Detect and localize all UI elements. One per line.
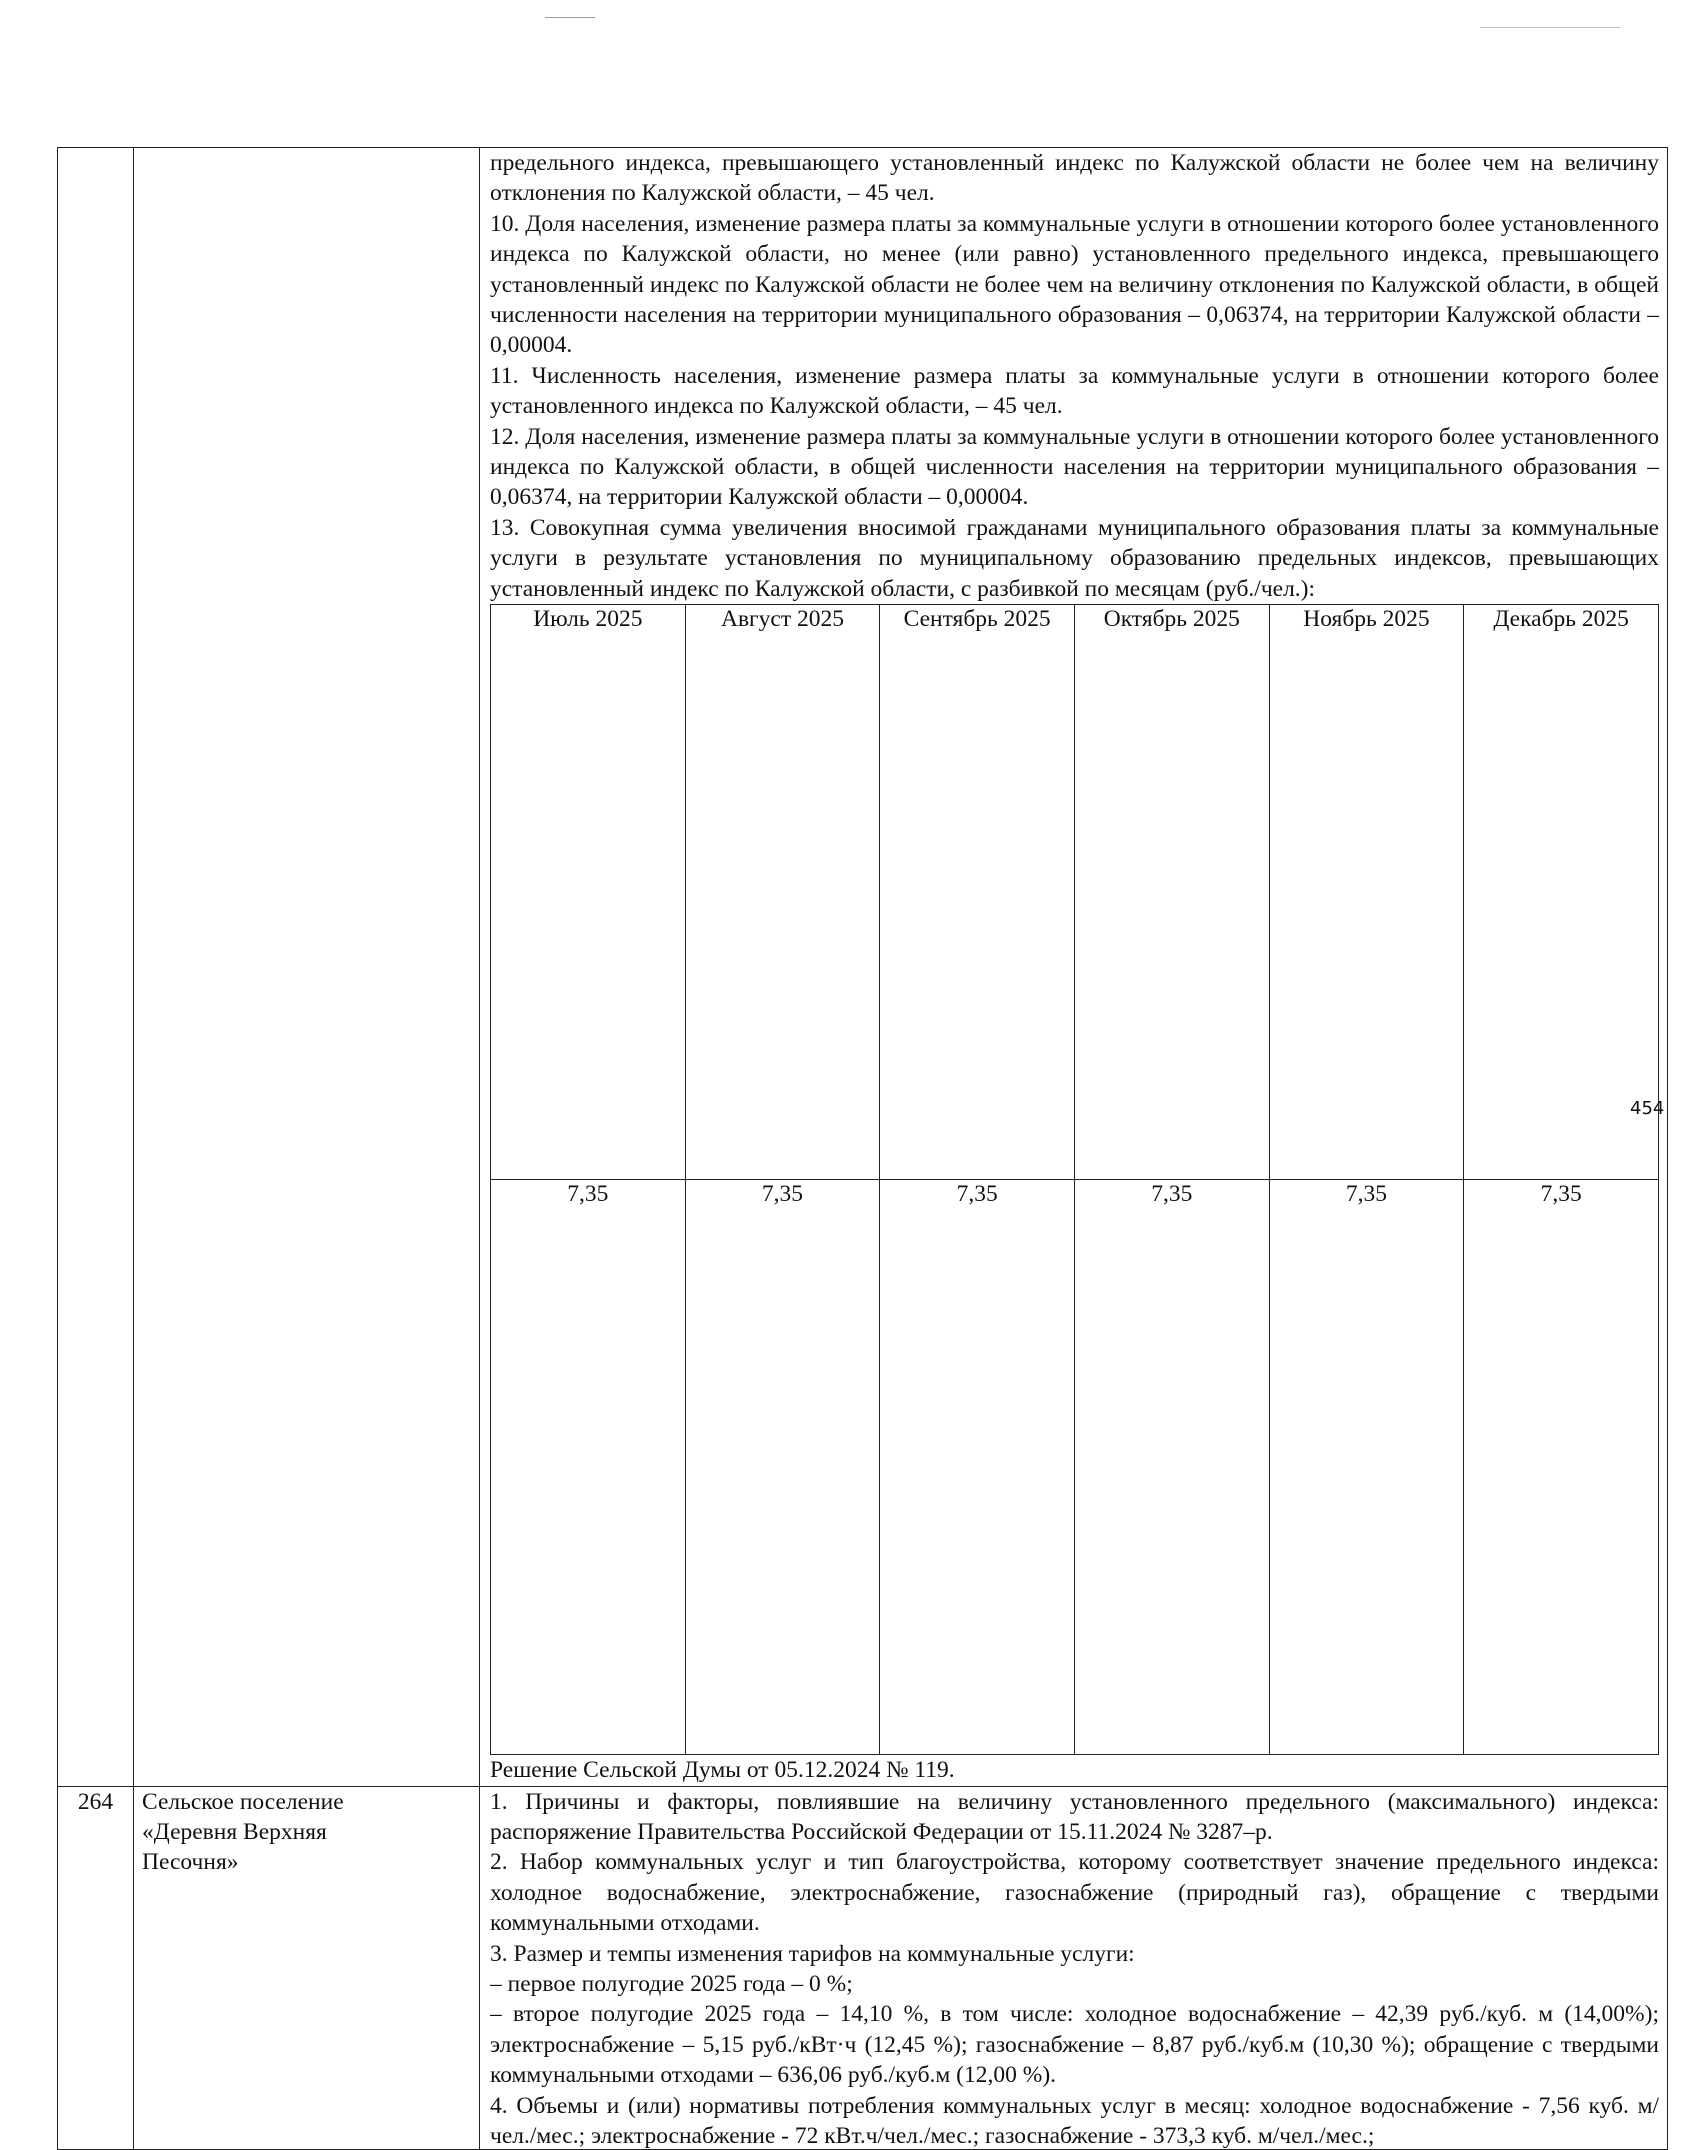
description-clip bbox=[490, 1787, 1659, 2149]
paragraph: 4. Объемы и (или) нормативы потребления коммунальных услуг в месяц: холодное водоснабжение - 7,56 куб. м/чел./мес.; электроснабжение - 72 кВт.ч/чел./мес.; газоснабжение - 373,3 куб. м/чел./мес.; bbox=[490, 2092, 1659, 2149]
paragraph: 2. Набор коммунальных услуг и тип благоустройства, которому соответствует значение предельного индекса: холодное водоснабжение, электроснабжение, газоснабжение (природный газ), обращение с твердыми коммунальными отходами. bbox=[490, 1849, 1659, 1937]
municipality-name-line: «Деревня Верхняя bbox=[142, 1818, 327, 1845]
row-number-cell-empty bbox=[58, 148, 134, 1787]
month-value: 7,35 bbox=[1074, 1180, 1269, 1755]
municipality-name-cell bbox=[134, 1786, 480, 2149]
month-value: 7,35 bbox=[1464, 1180, 1659, 1755]
month-value: 7,35 bbox=[880, 1180, 1075, 1755]
month-header: Ноябрь 2025 bbox=[1269, 605, 1464, 1180]
paragraph: 1. Причины и факторы, повлиявшие на величину установленного предельного (максимального) индекса: распоряжение Правительства Российской Федерации от 15.11.2024 № 3287–р. bbox=[490, 1788, 1659, 1845]
description-cell bbox=[480, 148, 1668, 1787]
paragraph: 3. Размер и темпы изменения тарифов на коммунальные услуги: bbox=[490, 1940, 1135, 1967]
row-number: 264 bbox=[77, 1788, 114, 1815]
paragraph: 10. Доля населения, изменение размера платы за коммунальные услуги в отношении которого более установленного индекса по Калужской области, но менее (или равно) установленного предельного индекса, превышающего установленный индекс по Калужской области не более чем на величину отклонения по Калужской области, в общей численности населения на территории муниципального образования – 0,06374, на территории Калужской области – 0,00004. bbox=[490, 210, 1659, 359]
scan-artifact-line bbox=[545, 17, 595, 18]
scan-artifact-line bbox=[1480, 27, 1620, 28]
month-header: Декабрь 2025 bbox=[1464, 605, 1659, 1180]
month-header-row bbox=[491, 605, 1659, 1180]
paragraph: 11. Численность населения, изменение размера платы за коммунальные услуги в отношении которого более установленного индекса по Калужской области, – 45 чел. bbox=[490, 362, 1659, 420]
month-header: Октябрь 2025 bbox=[1074, 605, 1269, 1180]
month-value: 7,35 bbox=[1269, 1180, 1464, 1755]
municipality-name-line: Сельское поселение bbox=[142, 1788, 344, 1815]
paragraph: предельного индекса, превышающего установленный индекс по Калужской области не более чем на величину отклонения по Калужской области, – 45 чел. bbox=[490, 150, 1659, 207]
paragraph: – первое полугодие 2025 года – 0 %; bbox=[490, 1970, 853, 1997]
monthly-amount-table bbox=[490, 604, 1659, 1755]
municipality-name-line: Песочня» bbox=[142, 1849, 239, 1876]
paragraph: – второе полугодие 2025 года – 14,10 %, в том числе: холодное водоснабжение – 42,39 руб./куб. м (14,00%); электроснабжение – 5,15 руб./кВт·ч (12,45 %); газоснабжение – 8,87 руб./куб.м (10,30 %); обращение с твердыми коммунальными отходами – 636,06 руб./куб.м (12,00 %). bbox=[490, 2001, 1659, 2089]
page-number: 454 bbox=[1630, 1098, 1665, 1119]
month-header: Сентябрь 2025 bbox=[880, 605, 1075, 1180]
table-row-continued bbox=[58, 148, 1668, 1787]
month-value-row bbox=[491, 1180, 1659, 1755]
month-header: Август 2025 bbox=[685, 605, 880, 1180]
description-cell bbox=[480, 1786, 1668, 2149]
municipality-name-cell-empty bbox=[134, 148, 480, 1787]
decision-reference: Решение Сельской Думы от 05.12.2024 № 119. bbox=[490, 1757, 955, 1784]
month-value: 7,35 bbox=[491, 1180, 686, 1755]
month-value: 7,35 bbox=[685, 1180, 880, 1755]
paragraph: 13. Совокупная сумма увеличения вносимой гражданами муниципального образования платы за коммунальные услуги в результате установления по муниципальному образованию предельных индексов, превышающих установленный индекс по Калужской области, с разбивкой по месяцам (руб./чел.): bbox=[490, 514, 1659, 602]
table-row-264 bbox=[58, 1786, 1668, 2149]
main-table bbox=[57, 147, 1668, 2150]
paragraph: 12. Доля населения, изменение размера платы за коммунальные услуги в отношении которого более установленного индекса по Калужской области, в общей численности населения на территории муниципального образования – 0,06374, на территории Калужской области – 0,00004. bbox=[490, 423, 1659, 511]
row-number-cell bbox=[58, 1786, 134, 2149]
month-header: Июль 2025 bbox=[491, 605, 686, 1180]
